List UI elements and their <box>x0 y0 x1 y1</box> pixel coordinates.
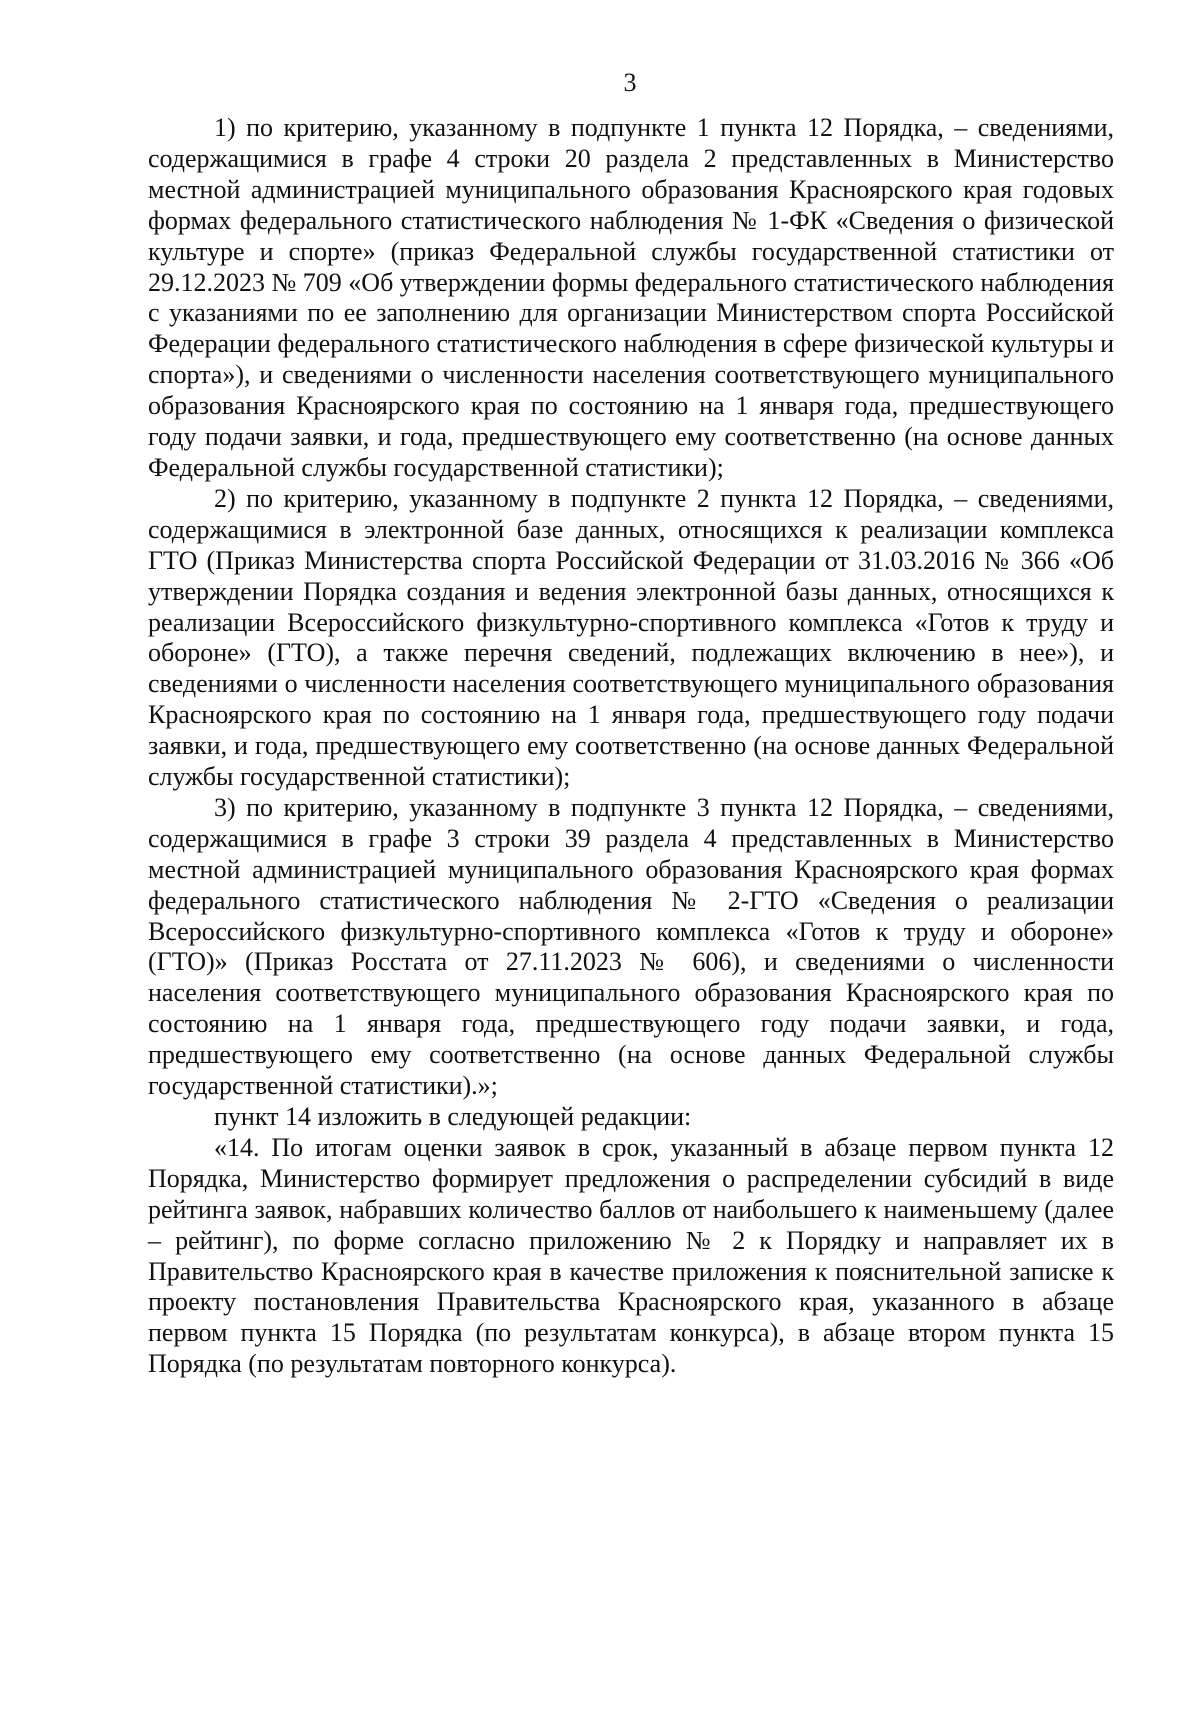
paragraph-criterion-1: 1) по критерию, указанному в подпункте 1 пункта 12 Порядка, – сведениями, содержащимися в графе 4 строки 20 раздела 2 представленных в Министерство местной администрацией муниципального образования Красноярского края годовых формах федерального статистического наблюдения № 1-ФК «Сведения о физической культуре и спорте» (приказ Федеральной службы государственной статистики от 29.12.2023 № 709 «Об утверждении формы федерального статистического наблюдения с указаниями по ее заполнению для организации Министерством спорта Российской Федерации федерального статистического наблюдения в сфере физической культуры и спорта»), и сведениями о численности населения соответствующего муниципального образования Красноярского края по состоянию на 1 января года, предшествующего году подачи заявки, и года, предшествующего ему соответственно (на основе данных Федеральной службы государственной статистики); <box>148 113 1115 482</box>
paragraph-criterion-2: 2) по критерию, указанному в подпункте 2 пункта 12 Порядка, – сведениями, содержащимися в электронной базе данных, относящихся к реализации комплекса ГТО (Приказ Министерства спорта Российской Федерации от 31.03.2016 № 366 «Об утверждении Порядка создания и ведения электронной базы данных, относящихся к реализации Всероссийского физкультурно-спортивного комплекса «Готов к труду и обороне» (ГТО), а также перечня сведений, подлежащих включению в нее»), и сведениями о численности населения соответствующего муниципального образования Красноярского края по состоянию на 1 января года, предшествующего году подачи заявки, и года, предшествующего ему соответственно (на основе данных Федеральной службы государственной статистики); <box>148 483 1114 792</box>
page-number: 3 <box>623 68 637 97</box>
paragraph-criterion-3: 3) по критерию, указанному в подпункте 3 пункта 12 Порядка, – сведениями, содержащимися в графе 3 строки 39 раздела 4 представленных в Министерство местной администрацией муниципального образования Красноярского края формах федерального статистического наблюдения № 2-ГТО «Сведения о реализации Всероссийского физкультурно-спортивного комплекса «Готов к труду и обороне» (ГТО)» (Приказ Росстата от 27.11.2023 № 606), и сведениями о численности населения соответствующего муниципального образования Красноярского края по состоянию на 1 января года, предшествующего году подачи заявки, и года, предшествующего ему соответственно (на основе данных Федеральной службы государственной статистики).»; <box>148 792 1114 1101</box>
paragraph-amendment-intro: пункт 14 изложить в следующей редакции: <box>214 1102 692 1131</box>
paragraph-point-14: «14. По итогам оценки заявок в срок, указанный в абзаце первом пункта 12 Порядка, Министерство формирует предложения о распределении субсидий в виде рейтинга заявок, набравших количество баллов от наибольшего к наименьшему (далее – рейтинг), по форме согласно приложению № 2 к Порядку и направляет их в Правительство Красноярского края в качестве приложения к пояснительной записке к проекту постановления Правительства Красноярского края, указанного в абзаце первом пункта 15 Порядка (по результатам конкурса), в абзаце втором пункта 15 Порядка (по результатам повторного конкурса). <box>148 1132 1114 1379</box>
document-body <box>148 113 1114 1380</box>
